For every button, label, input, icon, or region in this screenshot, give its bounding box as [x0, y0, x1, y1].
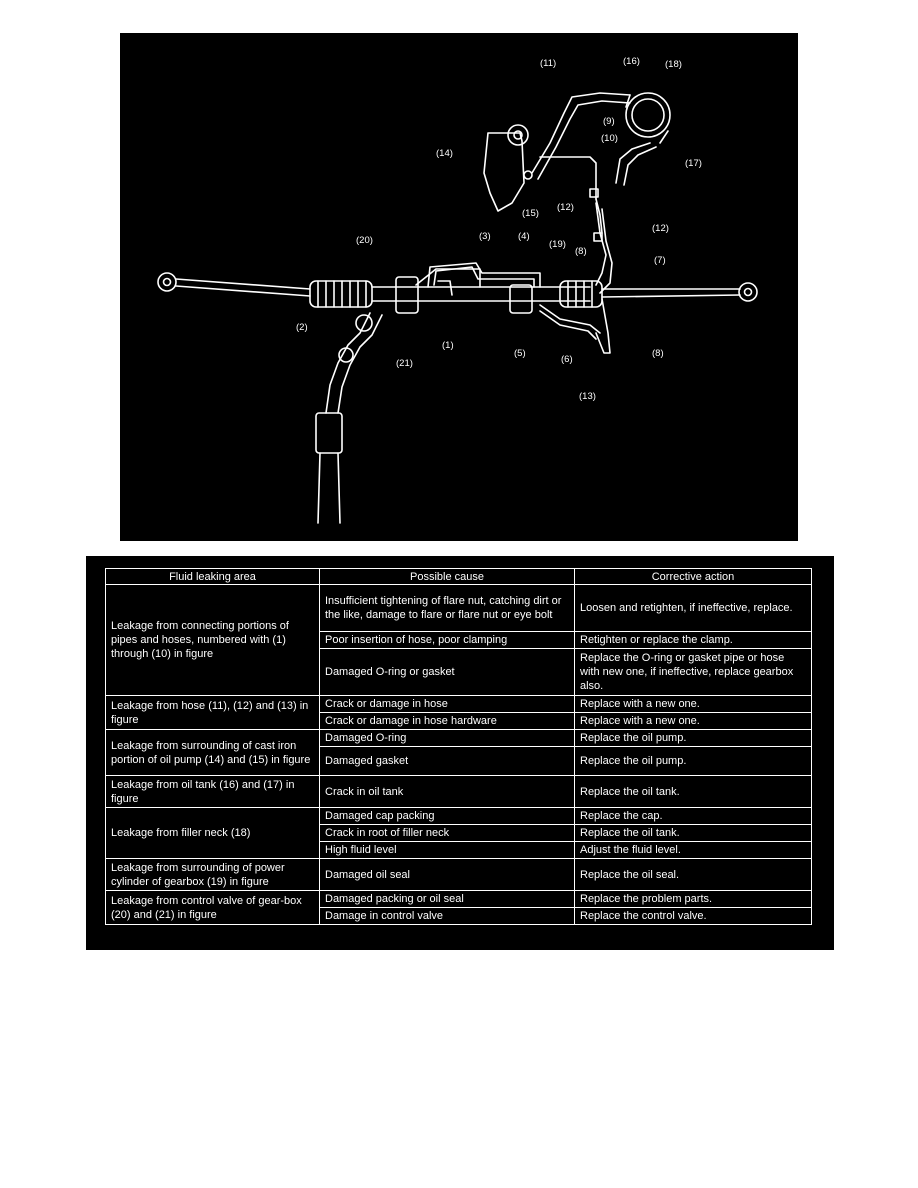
callout-14: (14) — [436, 148, 453, 159]
area-cell: Leakage from oil tank (16) and (17) in figure — [106, 776, 320, 808]
action-cell: Retighten or replace the clamp. — [575, 632, 812, 649]
callout-18: (18) — [665, 59, 682, 70]
oil-pump — [484, 125, 532, 211]
callout-5: (5) — [514, 348, 526, 359]
action-cell: Replace the oil tank. — [575, 825, 812, 842]
action-cell: Replace the oil pump. — [575, 730, 812, 747]
action-cell: Replace with a new one. — [575, 713, 812, 730]
table-row — [106, 891, 812, 908]
action-cell: Replace the cap. — [575, 808, 812, 825]
callout-12-upper: (12) — [557, 202, 574, 213]
area-cell: Leakage from filler neck (18) — [106, 808, 320, 859]
callout-9: (9) — [603, 116, 615, 127]
table-header-row — [106, 569, 812, 585]
cause-cell: Damage in control valve — [320, 908, 575, 925]
callout-2: (2) — [296, 322, 308, 333]
cause-cell: Damaged packing or oil seal — [320, 891, 575, 908]
table-row — [106, 859, 812, 891]
cause-cell: Insufficient tightening of flare nut, catching dirt or the like, damage to flare or flare nut or eye bolt — [320, 585, 575, 632]
callout-21: (21) — [396, 358, 413, 369]
action-cell: Replace with a new one. — [575, 696, 812, 713]
table-row — [106, 808, 812, 825]
area-cell: Leakage from surrounding of cast iron portion of oil pump (14) and (15) in figure — [106, 730, 320, 776]
cause-cell: High fluid level — [320, 842, 575, 859]
gearbox-housing — [372, 269, 590, 313]
header-fluid-leaking-area: Fluid leaking area — [106, 569, 320, 585]
area-cell: Leakage from surrounding of power cylinder of gearbox (19) in figure — [106, 859, 320, 891]
cause-cell: Crack in oil tank — [320, 776, 575, 808]
cause-cell: Crack or damage in hose hardware — [320, 713, 575, 730]
steering-diagram — [120, 33, 798, 541]
cause-cell: Damaged O-ring or gasket — [320, 649, 575, 696]
callout-16: (16) — [623, 56, 640, 67]
callout-labels — [296, 56, 702, 402]
callout-8-lower: (8) — [652, 348, 664, 359]
callout-6: (6) — [561, 354, 573, 365]
cause-cell: Damaged cap packing — [320, 808, 575, 825]
action-cell: Replace the oil tank. — [575, 776, 812, 808]
callout-3: (3) — [479, 231, 491, 242]
callout-4: (4) — [518, 231, 530, 242]
area-cell: Leakage from hose (11), (12) and (13) in figure — [106, 696, 320, 730]
callout-20: (20) — [356, 235, 373, 246]
action-cell: Loosen and retighten, if ineffective, replace. — [575, 585, 812, 632]
action-cell: Replace the problem parts. — [575, 891, 812, 908]
table-row — [106, 776, 812, 808]
table-row — [106, 585, 812, 632]
fluid-leak-table — [105, 568, 812, 925]
cause-cell: Crack or damage in hose — [320, 696, 575, 713]
area-cell: Leakage from connecting portions of pipes and hoses, numbered with (1) through (10) in figure — [106, 585, 320, 696]
callout-19: (19) — [549, 239, 566, 250]
callout-11: (11) — [540, 58, 557, 69]
return-hoses — [540, 143, 656, 241]
callout-12-right: (12) — [652, 223, 669, 234]
cause-cell: Damaged oil seal — [320, 859, 575, 891]
header-corrective-action: Corrective action — [575, 569, 812, 585]
cause-cell: Crack in root of filler neck — [320, 825, 575, 842]
table-row — [106, 730, 812, 747]
cause-cell: Damaged O-ring — [320, 730, 575, 747]
action-cell: Replace the oil seal. — [575, 859, 812, 891]
action-cell: Replace the oil pump. — [575, 747, 812, 776]
callout-15: (15) — [522, 208, 539, 219]
steering-diagram-figure — [120, 33, 798, 541]
left-tie-rod-end — [158, 273, 310, 296]
left-rack-boot — [310, 281, 372, 307]
callout-1: (1) — [442, 340, 454, 351]
header-possible-cause: Possible cause — [320, 569, 575, 585]
oil-tank — [626, 93, 670, 143]
area-cell: Leakage from control valve of gear-box (20) and (21) in figure — [106, 891, 320, 925]
steering-shaft — [316, 313, 382, 523]
action-cell: Adjust the fluid level. — [575, 842, 812, 859]
callout-13: (13) — [579, 391, 596, 402]
callout-10: (10) — [601, 133, 618, 144]
leak-table-panel — [86, 556, 834, 950]
cause-cell: Damaged gasket — [320, 747, 575, 776]
cause-cell: Poor insertion of hose, poor clamping — [320, 632, 575, 649]
callout-7: (7) — [654, 255, 666, 266]
right-tie-rod-end — [602, 283, 757, 301]
callout-17: (17) — [685, 158, 702, 169]
action-cell: Replace the control valve. — [575, 908, 812, 925]
table-row — [106, 696, 812, 713]
pipes-3-4 — [428, 263, 540, 287]
callout-8-upper: (8) — [575, 246, 587, 257]
action-cell: Replace the O-ring or gasket pipe or hose with new one, if ineffective, replace gearbox also. — [575, 649, 812, 696]
